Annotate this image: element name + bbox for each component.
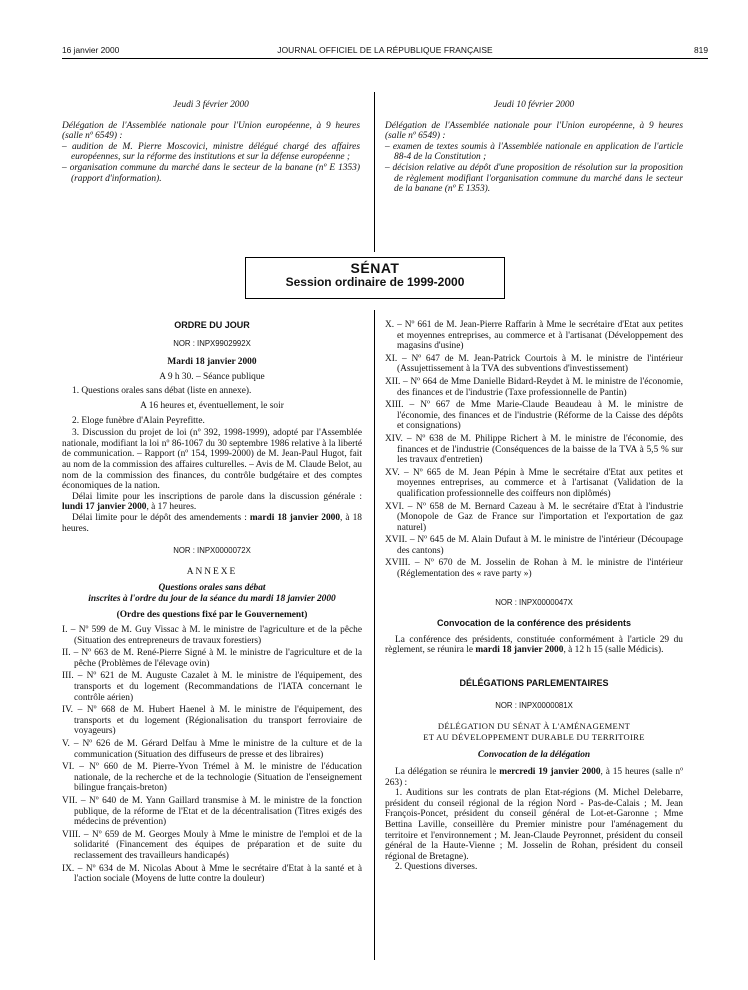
question-item: V. – Nº 626 de M. Gérard Delfau à Mme le ministre de la culture et de la communication (Situation des diffuseurs de presse et des libraires) — [62, 739, 362, 760]
ordre-du-jour-title: ORDRE DU JOUR — [174, 320, 250, 330]
nor-reference: NOR : INPX0000072X — [173, 546, 251, 556]
question-item: IV. – Nº 668 de M. Hubert Haenel à M. le ministre de l'équipement, des transports et du logement (Régionalisation du transport ferroviaire de voyageurs) — [62, 705, 362, 737]
questions-subtitle: inscrites à l'ordre du jour de la séance du mardi 18 janvier 2000 — [88, 593, 336, 604]
question-item: XI. – Nº 647 de M. Jean-Patrick Courtois à M. le ministre de l'intérieur (Assujettissement à la TVA des subventions d'investissement) — [385, 353, 683, 375]
left-column — [62, 320, 362, 887]
delegation-name-line2: ET AU DÉVELOPPEMENT DURABLE DU TERRITOIRE — [423, 731, 645, 742]
delegation-name-line1: DÉLÉGATION DU SÉNAT À L'AMÉNAGEMENT — [437, 721, 631, 732]
nor-reference: NOR : INPX0000081X — [495, 700, 573, 710]
deadline-amendments: Délai limite pour le dépôt des amendements : mardi 18 janvier 2000, à 18 heures. — [62, 512, 362, 534]
delegation-item-2: 2. Questions diverses. — [395, 862, 478, 873]
column-divider-top — [374, 92, 375, 252]
question-item: XII. – Nº 664 de Mme Danielle Bidard-Reydet à M. le ministre de l'économie, des finances et de l'industrie (Taxe professionnelle de Pantin) — [385, 376, 683, 398]
top-left-block — [62, 100, 360, 184]
question-item: XIII. – Nº 667 de Mme Marie-Claude Beaudeau à M. le ministre de l'économie, des finances et de l'industrie (Réforme de la Caisse des dépôts et consignations) — [385, 400, 683, 432]
delegation-item-1: 1. Auditions sur les contrats de plan Etat-régions (M. Michel Delebarre, président du conseil régional de la région Nord - Pas-de-Calais ; M. Jean François-Poncet, président du conseil général de Lot-et-Garonne ; Mme Bettina Laville, conseillère du Premier ministre pour l'aménagement du territoire et l'environnement ; M. Jean-Claude Peyronnet, président du conseil général de la Haute-Vienne ; M. Josselin de Rohan, président du conseil régional de Bretagne). — [385, 788, 683, 862]
afternoon-session: A 16 heures et, éventuellement, le soir — [140, 400, 284, 411]
question-item: VII. – Nº 640 de M. Yann Gaillard transmise à M. le ministre de la fonction publique, de la réforme de l'Etat et de la décentralisation (Titres exigés des médecins de prévention) — [62, 795, 362, 828]
header-page-number: 819 — [694, 45, 708, 55]
top-left-item: – organisation commune du marché dans le secteur de la banane (nº E 1353) (rapport d'information). — [62, 162, 360, 184]
header-date: 16 janvier 2000 — [62, 45, 120, 55]
question-item: II. – Nº 663 de M. René-Pierre Signé à M. le ministre de l'agriculture et de la pêche (Problèmes de l'élevage ovin) — [62, 648, 362, 669]
item-2: 2. Eloge funèbre d'Alain Peyrefitte. — [72, 415, 205, 426]
delegation-convocation-title: Convocation de la délégation — [477, 750, 591, 761]
questions-order: (Ordre des questions fixé par le Gouvernement) — [116, 610, 308, 621]
top-right-item: – examen de textes soumis à l'Assemblée nationale en application de l'article 88-4 de la Constitution ; — [385, 141, 683, 163]
senat-subtitle: Session ordinaire de 1999-2000 — [285, 274, 465, 289]
question-item: XVI. – Nº 658 de M. Bernard Cazeau à M. le secrétaire d'Etat à l'industrie (Monopole de Gaz de France sur l'importation et l'exportation de gaz naturel) — [385, 501, 683, 533]
question-item: IX. – Nº 634 de M. Nicolas About à Mme le secrétaire d'Etat à la santé et à l'action sociale (Moyens de lutte contre la douleur) — [62, 863, 362, 885]
right-column — [385, 320, 683, 873]
column-divider-main — [374, 310, 375, 960]
question-item: XVIII. – Nº 670 de M. Josselin de Rohan à M. le ministre de l'intérieur (Réglementation des « rave party ») — [385, 558, 683, 580]
top-right-day: Jeudi 10 février 2000 — [493, 100, 575, 110]
top-left-intro: Délégation de l'Assemblée nationale pour l'Union européenne, à 9 heures (salle nº 6549) : — [62, 120, 360, 142]
annexe-title: ANNEXE — [186, 566, 238, 577]
top-right-block — [385, 100, 683, 195]
top-left-day: Jeudi 3 février 2000 — [173, 100, 249, 110]
morning-session: A 9 h 30. – Séance publique — [159, 371, 265, 382]
deadline-speakers: Délai limite pour les inscriptions de parole dans la discussion générale : lundi 17 janvier 2000, à 17 heures. — [62, 491, 362, 513]
nor-reference: NOR : INPX0000047X — [495, 597, 573, 607]
delegations-title: DÉLÉGATIONS PARLEMENTAIRES — [459, 678, 609, 689]
questions-title: Questions orales sans débat — [158, 583, 266, 594]
question-item: I. – Nº 599 de M. Guy Vissac à M. le ministre de l'agriculture et de la pêche (Situation des entrepreneurs de travaux forestiers) — [62, 625, 362, 646]
delegation-meeting: La délégation se réunira le mercredi 19 janvier 2000, à 15 heures (salle nº 263) : — [385, 767, 684, 788]
header-title: JOURNAL OFFICIEL DE LA RÉPUBLIQUE FRANÇAISE — [277, 45, 493, 55]
question-item: VI. – Nº 660 de M. Pierre-Yvon Trémel à M. le ministre de l'éducation nationale, de la recherche et de la technologie (Situation de l'enseignement bilingue français-breton) — [62, 762, 362, 794]
conference-title: Convocation de la conférence des présidents — [436, 618, 632, 629]
page-header — [62, 42, 708, 56]
question-item: XVII. – Nº 645 de M. Alain Dufaut à M. le ministre de l'intérieur (Découpage des cantons) — [385, 535, 683, 556]
senat-title: SÉNAT — [350, 260, 400, 276]
question-item: VIII. – Nº 659 de M. Georges Mouly à Mme le ministre de l'emploi et de la solidarité (Financement des équipes de préparation et de suite du reclassement des travailleurs handicapés) — [62, 829, 362, 861]
item-1: 1. Questions orales sans débat (liste en annexe). — [72, 386, 252, 397]
nor-reference: NOR : INPX9902992X — [173, 338, 251, 348]
senat-title-box — [245, 257, 505, 299]
header-rule — [62, 58, 708, 59]
top-right-item: – décision relative au dépôt d'une proposition de résolution sur la proposition de règlement modifiant l'organisation commune du marché dans le secteur de la banane (nº E 1353). — [385, 162, 683, 195]
top-left-item: – audition de M. Pierre Moscovici, ministre délégué chargé des affaires européennes, sur la réforme des institutions et sur la défense européenne ; — [62, 141, 360, 163]
item-3: 3. Discussion du projet de loi (nº 392, 1998-1999), adopté par l'Assemblée nationale, modifiant la loi nº 86-1067 du 30 septembre 1986 relative à la liberté de communication. – Rapport (nº 154, 1999-2000) de M. Jean-Paul Hugot, fait au nom de la commission des affaires culturelles. – Avis de M. Claude Belot, au nom de la commission des finances, du contrôle budgétaire et des comptes économiques de la nation. — [62, 428, 362, 492]
question-item: X. – Nº 661 de M. Jean-Pierre Raffarin à Mme le secrétaire d'Etat aux petites et moyennes entreprises, au commerce et à l'artisanat (Développement des magasins d'usine) — [385, 320, 683, 352]
conference-text: La conférence des présidents, constituée conformément à l'article 29 du règlement, se réunira le mardi 18 janvier 2000, à 12 h 15 (salle Médicis). — [385, 634, 683, 656]
top-right-intro: Délégation de l'Assemblée nationale pour l'Union européenne, à 9 heures (salle nº 6549) : — [385, 120, 683, 142]
question-item: III. – Nº 621 de M. Auguste Cazalet à M. le ministre de l'équipement, des transports et du logement (Recommandations de l'IATA concernant le contrôle aérien) — [62, 671, 362, 703]
session-date: Mardi 18 janvier 2000 — [167, 357, 257, 368]
question-item: XV. – Nº 665 de M. Jean Pépin à Mme le secrétaire d'Etat aux petites et moyennes entreprises, au commerce et à l'artisanat (Validation de la qualification professionnelle des coiffeurs non diplômés) — [385, 467, 683, 499]
question-item: XIV. – Nº 638 de M. Philippe Richert à M. le ministre de l'économie, des finances et de l'industrie (Conséquences de la baisse de la TVA à 5,5 % sur les travaux d'entretien) — [385, 433, 683, 466]
